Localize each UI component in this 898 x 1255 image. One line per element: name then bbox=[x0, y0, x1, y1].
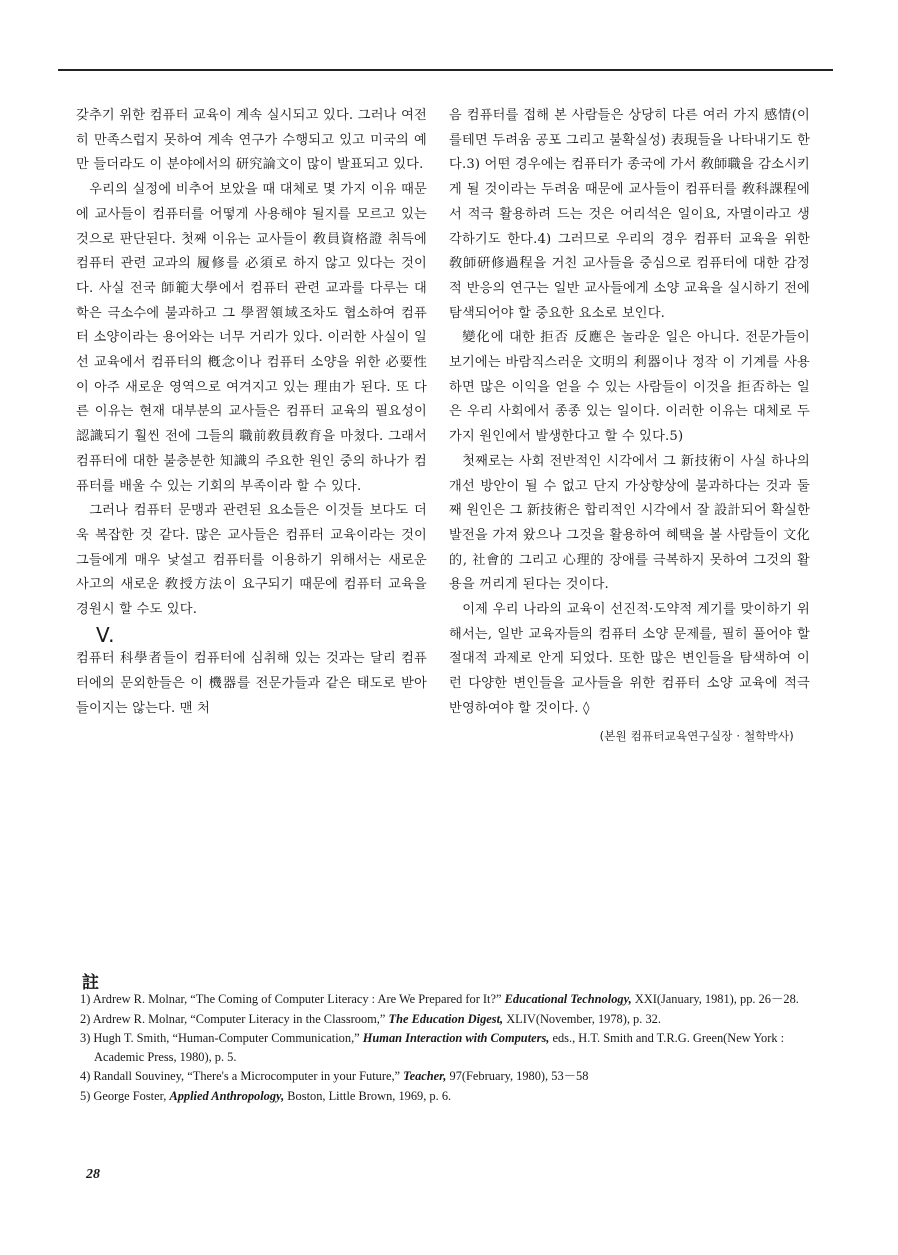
left-paragraph-2: 우리의 실정에 비추어 보았을 때 대체로 몇 가지 이유 때문에 교사들이 컴퓨터를 어떻게 사용해야 될지를 모르고 있는 것으로 판단된다. 첫째 이유는 교사들이 敎員資格證 취득에 컴퓨터 관련 교과의 履修를 必須로 하지 않고 있다는 것이다. 사실 전국 師範大學에서 컴퓨터 관련 교과를 다루는 대학은 극소수에 불과하고 그 學習領域조차도 협소하여 컴퓨터 소양이라는 용어와는 너무 거리가 있다. 이러한 사실이 일선 교육에서 컴퓨터의 槪念이나 컴퓨터 소양을 위한 必要性이 아주 새로운 영역으로 여겨지고 있는 理由가 된다. 또 다른 이유는 현재 대부분의 교사들은 컴퓨터 교육의 필요성이 認識되기 훨씬 전에 그들의 職前敎員敎育을 마쳤다. 그래서 컴퓨터에 대한 불충분한 知識의 주요한 원인 중의 하나가 컴퓨터를 배울 수 있는 기회의 부족이라 할 수 있다. bbox=[76, 182, 427, 494]
footnote-3 bbox=[80, 1029, 810, 1066]
right-column bbox=[449, 104, 810, 748]
footnote-text: Boston, Little Brown, 1969, p. 6. bbox=[284, 1088, 452, 1103]
top-rule bbox=[58, 69, 833, 71]
footnote-text: 97(February, 1980), 53－58 bbox=[446, 1069, 589, 1083]
left-paragraph-1: 갖추기 위한 컴퓨터 교육이 계속 실시되고 있다. 그러나 여전히 만족스럽지 못하여 계속 연구가 수행되고 있고 미국의 예만 들더라도 이 분야에서의 研究論文이 많이 발표되고 있다. bbox=[76, 108, 427, 173]
right-paragraph-4-text: 이제 우리 나라의 교육이 선진적·도약적 계기를 맞이하기 위해서는, 일반 교육자들의 컴퓨터 소양 문제를, 필히 풀어야 할 절대적 과제로 안게 되었다. 또한 많은 변인들을 탐색하여 이런 다양한 변인들을 교사들을 위한 컴퓨터 소양 교육에 적극 반영하여야 할 것이다. bbox=[449, 602, 810, 716]
footnote-text: XXI(January, 1981), pp. 26－28. bbox=[631, 992, 799, 1006]
footnotes-list bbox=[80, 990, 810, 1106]
section-heading: V. bbox=[96, 622, 116, 647]
left-paragraph-4: 컴퓨터 科學者들이 컴퓨터에 심취해 있는 것과는 달리 컴퓨터에의 문외한들은 이 機器를 전문가들과 같은 태도로 받아들이지는 않는다. 맨 처 bbox=[76, 651, 427, 716]
right-paragraph-2: 變化에 대한 拒否 反應은 놀라운 일은 아니다. 전문가들이 보기에는 바람직스러운 文明의 利器이나 정작 이 기계를 사용하면 많은 이익을 얻을 수 있는 사람들이 이것을 拒否하는 일은 우리 사회에서 종종 있는 일이다. 이러한 이유는 대체로 두 가지 원인에서 발생한다고 할 수 있다.5) bbox=[449, 330, 810, 445]
footnote-text: 5) George Foster, bbox=[80, 1088, 170, 1103]
footnote-source-title: Educational Technology, bbox=[504, 992, 632, 1006]
footnote-text: XLIV(November, 1978), p. 32. bbox=[503, 1011, 661, 1026]
footnote-2 bbox=[80, 1010, 810, 1029]
footnote-source-title: Human Interaction with Computers, bbox=[362, 1031, 550, 1045]
left-column bbox=[76, 104, 427, 722]
author-affiliation: (본원 컴퓨터교육연구실장 · 철학박사) bbox=[599, 728, 794, 743]
right-paragraph-4 bbox=[449, 598, 810, 722]
right-paragraph-3: 첫째로는 사회 전반적인 시각에서 그 新技術이 사실 하나의 개선 방안이 될 수 없고 단지 가상향상에 불과하다는 것과 둘째 원인은 그 新技術은 합리적인 시각에서 잘 設計되어 확실한 발전을 가져 왔으나 그것을 활용하여 혜택을 볼 사람들이 文化的, 社會的 그리고 心理的 장애를 극복하지 못하여 그것의 활용을 꺼리게 된다는 것이다. bbox=[449, 453, 810, 593]
footnote-text: 1) Ardrew R. Molnar, “The Coming of Computer Literacy : Are We Prepared for It?” bbox=[80, 992, 505, 1006]
left-paragraph-3: 그러나 컴퓨터 문맹과 관련된 요소들은 이것들 보다도 더욱 복잡한 것 같다. 많은 교사들은 컴퓨터 교육이라는 것이 그들에게 매우 낯설고 컴퓨터를 이용하기 위해서는 새로운 사고의 새로운 敎授方法이 요구되기 때문에 컴퓨터 교육을 경원시 할 수도 있다. bbox=[76, 503, 427, 618]
notes-title: 註 bbox=[82, 973, 99, 993]
footnote-1 bbox=[80, 990, 810, 1009]
footnote-text: 3) Hugh T. Smith, “Human-Computer Communication,” bbox=[80, 1031, 363, 1045]
end-mark-icon: ◊ bbox=[583, 700, 590, 716]
footnote-source-title: Teacher, bbox=[403, 1069, 447, 1083]
footnote-source-title: The Education Digest, bbox=[388, 1011, 504, 1026]
footnote-text: 2) Ardrew R. Molnar, “Computer Literacy in the Classroom,” bbox=[80, 1011, 389, 1026]
footnote-text: eds., H.T. Smith and T.R.G. Green(New York : Academic Press, 1980), p. 5. bbox=[94, 1031, 785, 1064]
footnote-4 bbox=[80, 1067, 810, 1086]
page-number: 28 bbox=[86, 1167, 100, 1182]
footnote-text: 4) Randall Souviney, “There's a Microcomputer in your Future,” bbox=[80, 1069, 404, 1083]
right-paragraph-1: 음 컴퓨터를 접해 본 사람들은 상당히 다른 여러 가지 感情(이를테면 두려움 공포 그리고 불확실성) 表現들을 나타내기도 한다.3) 어떤 경우에는 컴퓨터가 종국에 가서 敎師職을 감소시키게 될 것이라는 두려움 때문에 교사들이 컴퓨터를 敎科課程에서 적극 활용하려 드는 것은 어리석은 일이요, 자멸이라고 생각하기도 한다.4) 그러므로 우리의 경우 컴퓨터 교육을 위한 敎師硏修過程을 거친 교사들을 중심으로 컴퓨터에 대한 감정적 반응의 연구는 일반 교사들에게 소양 교육을 실시하기 전에 탐색되어야 할 중요한 요소로 보인다. bbox=[449, 108, 810, 321]
footnote-source-title: Applied Anthropology, bbox=[169, 1088, 285, 1103]
footnote-5 bbox=[80, 1087, 810, 1106]
